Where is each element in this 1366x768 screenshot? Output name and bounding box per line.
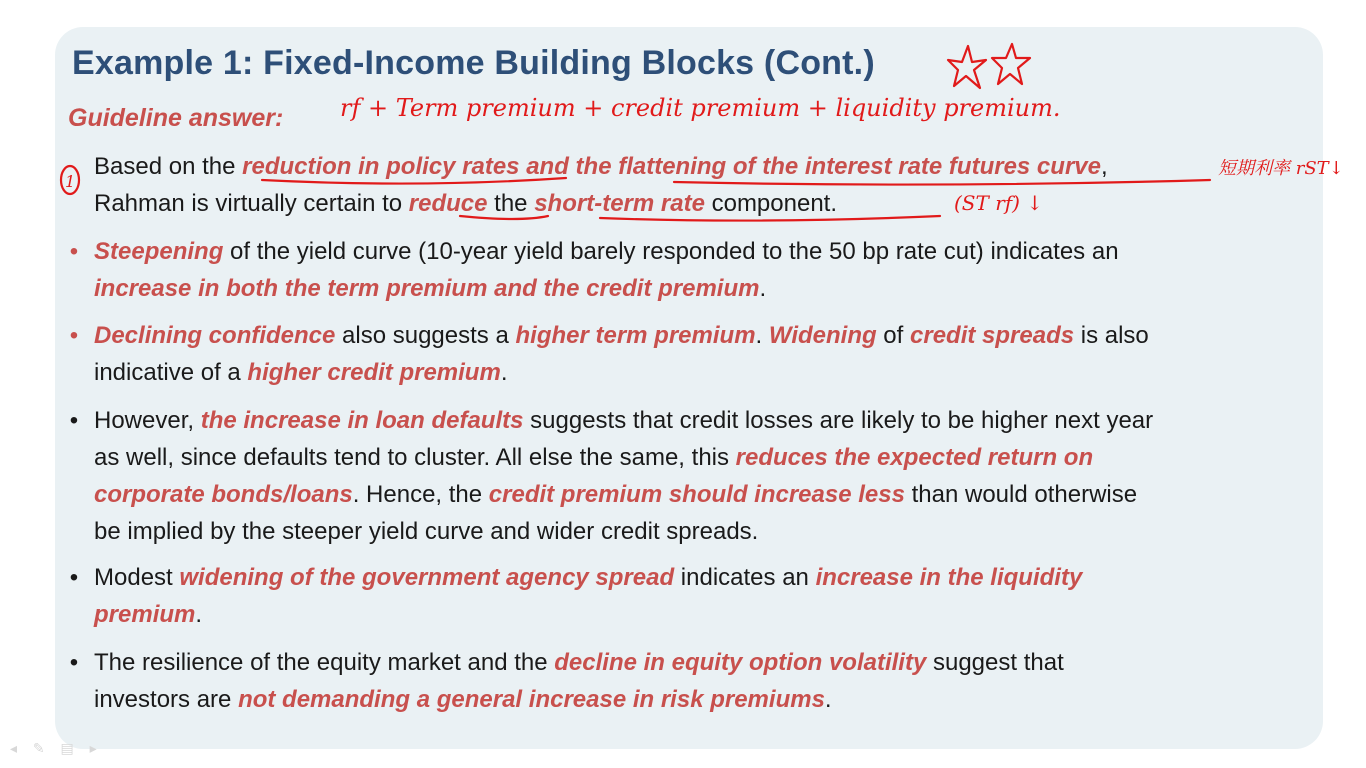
highlight-text: decline in equity option volatility [554, 649, 927, 676]
plain-text: suggest that [926, 649, 1064, 676]
highlight-text: flattening of the interest rate futures curve [618, 153, 1101, 180]
plain-text: . [500, 359, 508, 386]
bullet-dot: • [69, 322, 79, 349]
highlight-text: increase in the liquidity [815, 564, 1083, 591]
highlight-text: Declining confidence [94, 322, 336, 349]
bullet-text [94, 559, 1294, 633]
plain-text: be implied by the steeper yield curve and wider credit spreads. [94, 518, 759, 545]
bullet-line [94, 681, 1294, 718]
bullet-line [94, 596, 1294, 633]
highlight-text: credit premium should increase less [488, 481, 905, 508]
bullet-text [94, 233, 1294, 307]
formula-annotation: rf + Term premium + credit premium + liquidity premium. [340, 94, 1061, 122]
bullet-line [94, 185, 1294, 222]
plain-text: of the yield curve (10-year yield barely responded to the 50 bp rate cut) indicates an [223, 238, 1119, 265]
bullet-line [94, 354, 1294, 391]
highlight-text: increase in both the term premium and the credit premium [94, 275, 760, 302]
plain-text: indicative of a [94, 359, 248, 386]
highlight-text: short-term rate [534, 190, 705, 217]
highlight-text: Steepening [94, 238, 224, 265]
highlight-text: Widening [768, 322, 877, 349]
slide-title: Example 1: Fixed-Income Building Blocks (Cont.) [72, 44, 875, 82]
plain-text: indicates an [674, 564, 816, 591]
plain-text: is also [1074, 322, 1149, 349]
plain-text: component. [704, 190, 838, 217]
highlight-text: higher credit premium [247, 359, 501, 386]
plain-text: . [759, 275, 767, 302]
highlight-text: the increase in loan defaults [200, 407, 524, 434]
highlight-text: reduce [408, 190, 488, 217]
highlight-text: and the [526, 153, 619, 180]
bullet-dot: • [69, 238, 79, 265]
plain-text: Modest [94, 564, 180, 591]
bullet-text [94, 402, 1294, 550]
highlight-text: not demanding a general increase in risk premiums [238, 686, 825, 713]
plain-text: also suggests a [335, 322, 516, 349]
plain-text: The resilience of the equity market and the [94, 649, 555, 676]
plain-text: Based on the [94, 153, 243, 180]
bullet-line [94, 559, 1294, 596]
bullet-line [94, 317, 1294, 354]
plain-text: investors are [94, 686, 239, 713]
plain-text: than would otherwise [904, 481, 1138, 508]
plain-text: suggests that credit losses are likely to be higher next year [523, 407, 1154, 434]
plain-text: , [1100, 153, 1108, 180]
highlight-text: widening of the government agency spread [179, 564, 675, 591]
highlight-text: reduces the expected return on [735, 444, 1094, 471]
highlight-text: corporate bonds/loans [94, 481, 353, 508]
bullet-line [94, 270, 1294, 307]
highlight-text: credit spreads [910, 322, 1075, 349]
player-controls[interactable]: ◂ ✎ ▤ ▸ [10, 740, 103, 756]
bullet-line [94, 402, 1294, 439]
bullet-line [94, 439, 1294, 476]
bullet-dot: • [69, 564, 79, 591]
highlight-text: reduction in policy rates [242, 153, 520, 180]
bullet-dot: • [69, 407, 79, 434]
plain-text: . [755, 322, 769, 349]
bullet-text [94, 148, 1294, 222]
plain-text: of [876, 322, 910, 349]
circled-number: 1 [65, 172, 76, 191]
side-note-annotation: (ST rf) ↓ [954, 191, 1044, 215]
bullet-line [94, 148, 1294, 185]
plain-text: . [824, 686, 832, 713]
bullet-item-6 [64, 644, 1294, 718]
bullet-text [94, 644, 1294, 718]
bullet-line [94, 476, 1294, 513]
guideline-answer-label: Guideline answer: [68, 104, 284, 132]
bullet-line [94, 233, 1294, 270]
bullet-item-2 [64, 233, 1294, 307]
side-note-annotation: 短期利率 rST↓ [1218, 158, 1344, 179]
plain-text: . Hence, the [352, 481, 489, 508]
plain-text: . [195, 601, 203, 628]
bullet-item-4 [64, 402, 1294, 550]
plain-text: Rahman is virtually certain to [94, 190, 409, 217]
bullet-line [94, 644, 1294, 681]
highlight-text: higher term premium [515, 322, 756, 349]
bullet-dot: • [69, 649, 79, 676]
plain-text: However, [94, 407, 201, 434]
bullet-item-5 [64, 559, 1294, 633]
bullet-item-3 [64, 317, 1294, 391]
bullet-text [94, 317, 1294, 391]
plain-text: the [487, 190, 535, 217]
bullet-line [94, 513, 1294, 550]
plain-text: as well, since defaults tend to cluster. All else the same, this [94, 444, 736, 471]
highlight-text: premium [94, 601, 196, 628]
bullet-item-1 [64, 148, 1294, 222]
